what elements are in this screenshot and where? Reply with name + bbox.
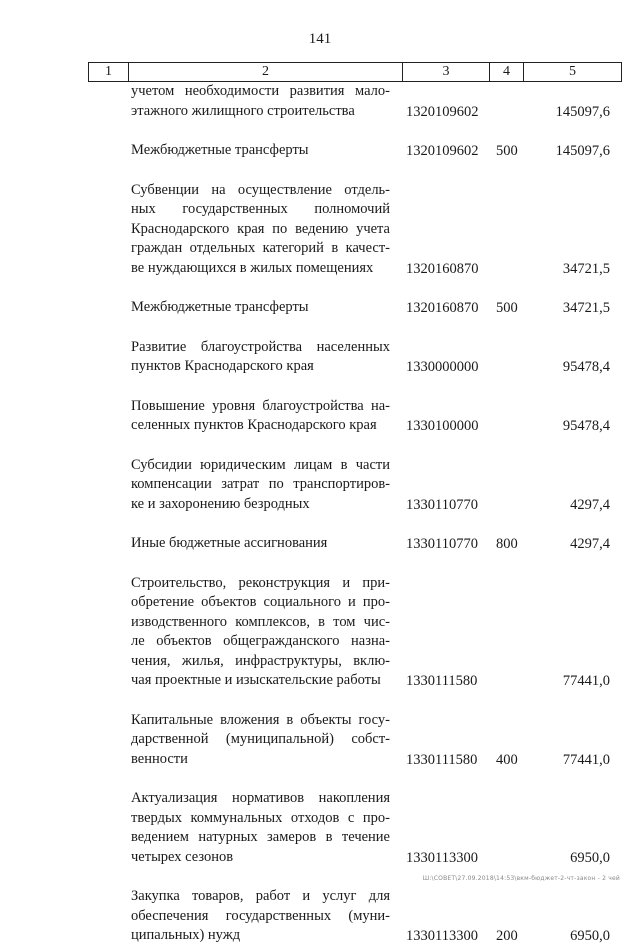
row-description-line: Развитие благоустройства населенных (131, 338, 390, 355)
row-description-line: Закупка товаров, работ и услуг для (131, 888, 390, 904)
row-description-line: дарственной (муниципальной) собст- (131, 731, 390, 747)
row-description-line: селенных пунктов Краснодарского края (131, 417, 377, 433)
table-header (88, 62, 622, 82)
row-description-line: Актуализация нормативов накопления (131, 790, 390, 806)
row-description (131, 397, 390, 436)
row-description-line: обретение объектов социального и про- (131, 594, 390, 610)
row-code: 1330100000 (406, 418, 479, 434)
row-description-line: Межбюджетные трансферты (131, 299, 309, 315)
row-description-line: граждан отдельных категорий в качест- (131, 240, 390, 256)
row-amount: 34721,5 (562, 300, 610, 316)
row-description (131, 789, 390, 867)
header-col-2: 2 (129, 63, 403, 81)
row-description-line: ных государственных полномочий (131, 201, 390, 217)
row-expense-type: 200 (496, 928, 518, 944)
header-col-4: 4 (490, 63, 524, 81)
row-code: 1330110770 (406, 536, 478, 552)
header-col-3: 3 (403, 63, 490, 81)
row-description (131, 82, 390, 121)
row-description-line: ке и захоронению безродных (131, 495, 310, 512)
row-amount: 4297,4 (570, 536, 610, 552)
row-description-line: Субсидии юридическим лицам в части (131, 456, 390, 473)
row-code: 1320109602 (406, 103, 479, 120)
row-code: 1330000000 (406, 359, 479, 375)
row-description-line: ведением натурных замеров в течение (131, 829, 390, 845)
row-description (131, 534, 390, 554)
row-code: 1330113300 (406, 849, 478, 866)
row-amount: 4297,4 (570, 496, 610, 513)
row-description-line: ципальных) нужд (131, 927, 241, 943)
row-description-line: изводственного комплексов, в том чис- (131, 613, 390, 630)
row-description (131, 887, 390, 946)
footer-path: Ш:\СОВЕТ\27.09.2018\14:53\вкм-бюджет-2-чт-закон - 2 чей (422, 875, 620, 882)
row-description-line: твердых коммунальных отходов с про- (131, 809, 390, 826)
row-description-line: этажного жилищного строительства (131, 102, 355, 119)
row-amount: 145097,6 (555, 103, 610, 120)
page-number: 141 (308, 31, 332, 47)
row-description (131, 141, 390, 161)
row-description-line: Субвенции на осуществление отдель- (131, 181, 390, 198)
row-description-line: Межбюджетные трансферты (131, 142, 309, 158)
row-description-line: обеспечения государственных (муни- (131, 907, 390, 924)
row-description (131, 456, 390, 515)
row-description-line: пунктов Краснодарского края (131, 358, 314, 374)
row-description (131, 298, 390, 318)
row-description-line: ве нуждающихся в жилых помещениях (131, 259, 374, 276)
row-code: 1320160870 (406, 300, 479, 316)
row-description (131, 181, 390, 279)
row-description (131, 711, 390, 770)
row-description-line: учетом необходимости развития мало- (131, 83, 390, 99)
row-description-line: Капитальные вложения в объекты госу- (131, 711, 390, 728)
row-amount: 6950,0 (570, 849, 610, 866)
row-description-line: чения, жилья, инфраструктуры, вклю- (131, 652, 390, 669)
row-description-line: Иные бюджетные ассигнования (131, 535, 328, 551)
row-amount: 95478,4 (562, 359, 610, 375)
row-amount: 77441,0 (562, 673, 610, 689)
row-amount: 6950,0 (570, 928, 610, 944)
row-description-line: Повышение уровня благоустройства на- (131, 397, 390, 414)
row-description-line: чая проектные и изыскательские работы (131, 672, 381, 688)
row-description-line: Строительство, реконструкция и при- (131, 574, 390, 591)
row-code: 1330113300 (406, 928, 478, 944)
row-expense-type: 800 (496, 536, 518, 552)
row-description-line: ле объектов общегражданского назна- (131, 633, 390, 649)
row-code: 1320160870 (406, 260, 479, 277)
row-description-line: четырех сезонов (131, 848, 234, 865)
row-expense-type: 500 (496, 143, 518, 159)
row-description (131, 338, 390, 377)
row-expense-type: 400 (496, 751, 518, 768)
row-code: 1330111580 (406, 751, 478, 768)
row-description-line: компенсации затрат по транспортиров- (131, 476, 390, 492)
row-code: 1320109602 (406, 143, 479, 159)
header-col-1: 1 (89, 63, 129, 81)
row-code: 1330110770 (406, 496, 478, 513)
row-amount: 145097,6 (555, 143, 610, 159)
row-description-line: венности (131, 750, 188, 767)
row-amount: 77441,0 (562, 751, 610, 768)
row-amount: 95478,4 (562, 418, 610, 434)
row-expense-type: 500 (496, 300, 518, 316)
header-col-5: 5 (569, 64, 576, 79)
row-code: 1330111580 (406, 673, 478, 689)
row-amount: 34721,5 (562, 260, 610, 277)
row-description (131, 574, 390, 691)
row-description-line: Краснодарского края по ведению учета (131, 220, 390, 237)
